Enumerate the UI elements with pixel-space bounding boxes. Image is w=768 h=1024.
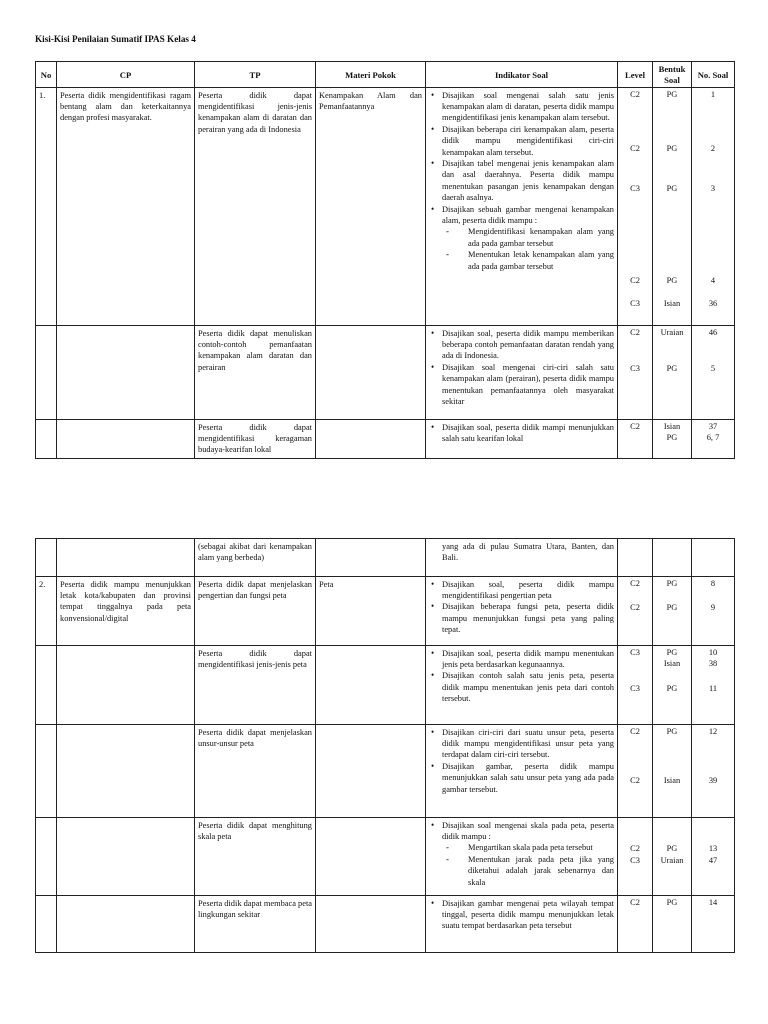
level-value: C3 (630, 684, 640, 693)
level-value: C2 (630, 898, 640, 907)
indicator-item: • Disajikan soal mengenai ciri-ciri salah satu kenampakan alam (perairan), peserta didik mampu menentukan pemanfaatannya oleh masyarakat sekitar (429, 362, 614, 408)
level-cell (618, 420, 653, 459)
bentuk-value: Uraian (660, 856, 684, 865)
bentuk-value: PG (666, 898, 678, 907)
nosoal-cell (692, 577, 735, 646)
nosoal-value: 4 (710, 276, 716, 285)
header-no: No (36, 62, 57, 88)
nosoal-value: 10 (708, 648, 718, 657)
materi-cell: Kenampakan Alam dan Pemanfaatannya (316, 88, 426, 326)
tp-cell: Peserta didik dapat menjelaskan unsur-unsur peta (195, 725, 316, 818)
materi-cell (316, 646, 426, 725)
tp-cell: Peserta didik dapat membaca peta lingkungan sekitar (195, 896, 316, 953)
nosoal-value: 2 (710, 144, 716, 153)
indikator-cell (426, 420, 618, 459)
nosoal-value: 3 (710, 184, 716, 193)
materi-cell: Peta (316, 577, 426, 646)
nosoal-value: 9 (710, 603, 716, 612)
level-value: C3 (630, 648, 640, 657)
nosoal-value: 11 (708, 684, 718, 693)
bentuk-value: PG (666, 844, 678, 853)
table-row (36, 646, 735, 725)
nosoal-value: 13 (708, 844, 718, 853)
bentuk-value: Isian (663, 299, 681, 308)
bentuk-cell (653, 646, 692, 725)
level-value: C2 (630, 328, 640, 337)
row-number (36, 725, 57, 818)
cp-cell (57, 896, 195, 953)
tp-cell: Peserta didik dapat mengidentifikasi jenis-jenis peta (195, 646, 316, 725)
cp-cell: Peserta didik mengidentifikasi ragam bentang alam dan keterkaitannya dengan profesi masyarakat. (57, 88, 195, 326)
bentuk-value: PG (666, 603, 678, 612)
row-number (36, 539, 57, 577)
bentuk-cell (653, 577, 692, 646)
header-materi: Materi Pokok (316, 62, 426, 88)
nosoal-cell (692, 725, 735, 818)
indikator-cell: yang ada di pulau Sumatra Utara, Banten, dan Bali. (426, 539, 618, 577)
level-value: C2 (630, 603, 640, 612)
row-number (36, 420, 57, 459)
indicator-item: • Disajikan contoh salah satu jenis peta, peserta didik mampu menentukan jenis peta dari contoh tersebut. (429, 670, 614, 704)
level-cell (618, 577, 653, 646)
cp-cell: Peserta didik mampu menunjukkan letak kota/kabupaten dan provinsi tempat tinggalnya pada peta konvensional/digital (57, 577, 195, 646)
bentuk-cell (653, 896, 692, 953)
bentuk-value: Isian (663, 422, 681, 431)
indikator-cell (426, 326, 618, 420)
nosoal-cell (692, 88, 735, 326)
bentuk-value: PG (666, 579, 678, 588)
nosoal-cell (692, 818, 735, 896)
level-cell (618, 818, 653, 896)
table-row (36, 896, 735, 953)
table-row (36, 420, 735, 459)
header-indikator: Indikator Soal (426, 62, 618, 88)
row-number: 1. (36, 88, 57, 326)
level-value: C2 (630, 422, 640, 431)
bentuk-cell (653, 420, 692, 459)
bentuk-value: PG (666, 144, 678, 153)
nosoal-value: 47 (708, 856, 718, 865)
bentuk-value: Isian (663, 776, 681, 785)
materi-cell (316, 539, 426, 577)
level-value: C3 (630, 856, 640, 865)
tp-cell: Peserta didik dapat mengidentifikasi jenis-jenis kenampakan alam di daratan dan perairan yang ada di Indonesia (195, 88, 316, 326)
materi-cell (316, 420, 426, 459)
nosoal-value: 12 (708, 727, 718, 736)
cp-cell (57, 646, 195, 725)
indicator-item (429, 820, 614, 888)
bentuk-value: PG (666, 184, 678, 193)
document-title: Kisi-Kisi Penilaian Sumatif IPAS Kelas 4 (35, 34, 196, 44)
bentuk-value: PG (666, 433, 678, 442)
bentuk-cell (653, 326, 692, 420)
indicator-item: • Disajikan beberapa ciri kenampakan alam, peserta didik mampu mengidentifikasi ciri-ciri kenampakan alam tersebut. (429, 124, 614, 158)
level-cell (618, 326, 653, 420)
nosoal-value: 46 (708, 328, 718, 337)
nosoal-cell (692, 539, 735, 577)
materi-cell (316, 725, 426, 818)
cp-cell (57, 420, 195, 459)
tp-cell: Peserta didik dapat menjelaskan pengertian dan fungsi peta (195, 577, 316, 646)
nosoal-value: 37 (708, 422, 718, 431)
header-row (36, 62, 735, 88)
cp-cell (57, 539, 195, 577)
nosoal-cell (692, 896, 735, 953)
table-row (36, 577, 735, 646)
level-value: C3 (630, 364, 640, 373)
level-cell (618, 725, 653, 818)
level-value: C2 (630, 276, 640, 285)
sub-indicator-item: - Mengidentifikasi kenampakan alam yang ada pada gambar tersebut (442, 226, 614, 249)
header-nosoal: No. Soal (692, 62, 735, 88)
table-row (36, 88, 735, 326)
table-row (36, 539, 735, 577)
indicator-item: • Disajikan beberapa fungsi peta, peserta didik mampu menunjukkan fungsi peta yang paling tepat. (429, 601, 614, 635)
indicator-item: • Disajikan soal, peserta didik mampu mengidentifikasi pengertian peta (429, 579, 614, 602)
header-tp: TP (195, 62, 316, 88)
cp-cell (57, 326, 195, 420)
level-value: C2 (630, 727, 640, 736)
indicator-item (429, 204, 614, 272)
nosoal-value: 6, 7 (706, 433, 720, 442)
materi-cell (316, 326, 426, 420)
indicator-item: • Disajikan soal, peserta didik mampi menunjukkan salah satu kearifan lokal (429, 422, 614, 445)
level-value: C2 (630, 90, 640, 99)
table-row (36, 326, 735, 420)
level-value: C3 (630, 184, 640, 193)
indikator-cell (426, 725, 618, 818)
tp-cell: Peserta didik dapat mengidentifikasi keragaman budaya-kearifan lokal (195, 420, 316, 459)
header-cp: CP (57, 62, 195, 88)
tp-cell: Peserta didik dapat menuliskan contoh-contoh pemanfaatan kenampakan alam daratan dan perairan (195, 326, 316, 420)
nosoal-value: 38 (708, 659, 718, 668)
level-cell (618, 896, 653, 953)
kisi-kisi-table-page-1 (35, 61, 735, 459)
level-value: C2 (630, 579, 640, 588)
table-row (36, 818, 735, 896)
nosoal-value: 36 (708, 299, 718, 308)
level-cell (618, 539, 653, 577)
row-number: 2. (36, 577, 57, 646)
bentuk-value: PG (666, 276, 678, 285)
indicator-item: • Disajikan gambar mengenai peta wilayah tempat tinggal, peserta didik mampu menunjukkan letak suatu tempat berdasarkan peta tersebut (429, 898, 614, 932)
bentuk-value: PG (666, 364, 678, 373)
indikator-cell (426, 818, 618, 896)
indikator-cell (426, 577, 618, 646)
nosoal-value: 39 (708, 776, 718, 785)
row-number (36, 896, 57, 953)
level-value: C2 (630, 144, 640, 153)
level-cell (618, 646, 653, 725)
indicator-item: • Disajikan ciri-ciri dari suatu unsur peta, peserta didik mampu mengidentifikasi unsur peta yang terdapat dalam ciri-ciri tersebut. (429, 727, 614, 761)
level-value: C3 (630, 299, 640, 308)
table-row (36, 725, 735, 818)
bentuk-value: PG (666, 648, 678, 657)
cp-cell (57, 818, 195, 896)
cp-cell (57, 725, 195, 818)
level-value: C2 (630, 844, 640, 853)
bentuk-cell (653, 539, 692, 577)
indicator-item: • Disajikan gambar, peserta didik mampu menunjukkan salah satu unsur peta yang ada pada gambar tersebut. (429, 761, 614, 795)
sub-indicator-item: - Mengartikan skala pada peta tersebut (442, 842, 614, 853)
indicator-text: Disajikan soal mengenai skala pada peta, peserta didik mampu : (442, 820, 614, 841)
indicator-text: Disajikan sebuah gambar mengenai kenampakan alam, peserta didik mampu : (442, 204, 614, 225)
indicator-item: • Disajikan soal mengenai salah satu jenis kenampakan alam di daratan, peserta didik mampu mengidentifikasi jenis kenampakan alam tersebut. (429, 90, 614, 124)
nosoal-value: 5 (710, 364, 716, 373)
materi-cell (316, 896, 426, 953)
nosoal-value: 14 (708, 898, 718, 907)
bentuk-value: PG (666, 727, 678, 736)
nosoal-value: 8 (710, 579, 716, 588)
indikator-cell (426, 88, 618, 326)
bentuk-cell (653, 725, 692, 818)
bentuk-value: PG (666, 684, 678, 693)
materi-cell (316, 818, 426, 896)
nosoal-cell (692, 646, 735, 725)
indicator-item: • Disajikan tabel mengenai jenis kenampakan alam dan asal daerahnya. Peserta didik mampu menentukan pasangan jenis kenampakan dengan daerah asalnya. (429, 158, 614, 204)
row-number (36, 326, 57, 420)
bentuk-value: PG (666, 90, 678, 99)
header-level: Level (618, 62, 653, 88)
header-bentuk: Bentuk Soal (653, 62, 692, 88)
indicator-item: • Disajikan soal, peserta didik mampu menentukan jenis peta berdasarkan kegunaannya. (429, 648, 614, 671)
row-number (36, 646, 57, 725)
bentuk-value: Isian (663, 659, 681, 668)
bentuk-cell (653, 88, 692, 326)
level-value: C2 (630, 776, 640, 785)
sub-indicator-item: - Menentukan letak kenampakan alam yang ada pada gambar tersebut (442, 249, 614, 272)
nosoal-cell (692, 326, 735, 420)
indikator-cell (426, 896, 618, 953)
level-cell (618, 88, 653, 326)
indikator-cell (426, 646, 618, 725)
indicator-item: • Disajikan soal, peserta didik mampu memberikan beberapa contoh pemanfaatan daratan rendah yang ada di Indonesia. (429, 328, 614, 362)
tp-cell: (sebagai akibat dari kenampakan alam yang berbeda) (195, 539, 316, 577)
kisi-kisi-table-page-2 (35, 538, 735, 953)
sub-indicator-item: - Menentukan jarak pada peta jika yang diketahui adalah jarak sebenarnya dan skala (442, 854, 614, 888)
bentuk-value: Uraian (660, 328, 684, 337)
row-number (36, 818, 57, 896)
bentuk-cell (653, 818, 692, 896)
nosoal-value: 1 (710, 90, 716, 99)
nosoal-cell (692, 420, 735, 459)
tp-cell: Peserta didik dapat menghitung skala peta (195, 818, 316, 896)
